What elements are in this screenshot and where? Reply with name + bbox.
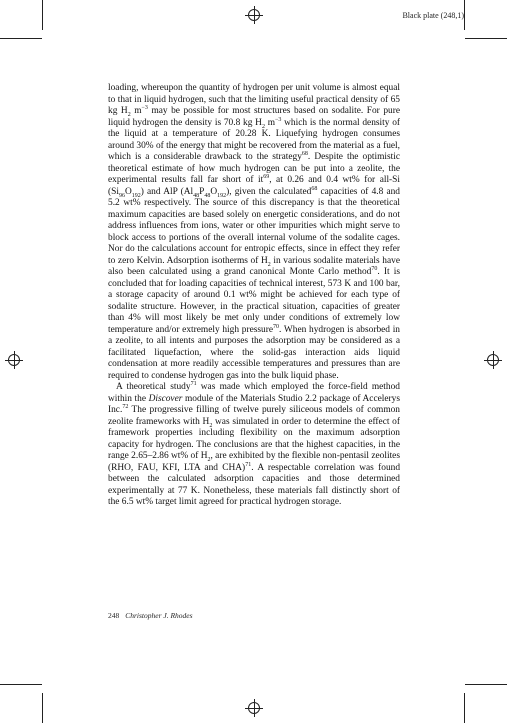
running-author: Christopher J. Rhodes — [125, 611, 193, 620]
registration-mark-right — [484, 351, 502, 369]
plate-label: Black plate (248,1) — [402, 11, 464, 20]
citation: 70 — [371, 265, 378, 272]
paragraph-1: loading, whereupon the quantity of hydrogen per unit volume is almost equal to that in liquid hydrogen, such that the limiting useful practical density of 65 kg $H_2$ $m^{-3}$ may be possible for most structures based on sodalite. For pure liquid hydrogen the density is 70.8 kg $H_2$ $m^{-3}$ which is the normal density of the liquid at a temperature of 20.28 K. Liquefying hydrogen consumes around 30% of the energy that might be recovered from the material as a fuel, which is a considerable drawback to the strategy$^{68}$. Despite the optimistic theoretical estimate of how much hydrogen can be put into a zeolite, the experimental results fall far short of $it^{69}$, at 0.26 and 0.4 wt% for all-Si $(Si_{96}O_{192})$ and AlP $(Al_{48}P_{48}O_{192})$, given the calculated$^{68}$ capacities of 4.8 and 5.2 wt% respectively. The source of this discrepancy is that the theoretical maximum capacities are based solely on energetic considerations, and do not address influences from ions, water or other impurities which might serve to block access to portions of the overall internal volume of the sodalite cages. Nor do the calculations account for entropic effects, since in effect they refer to zero Kelvin. Adsorption isotherms of $H_2$ in various sodalite materials have also been calculated using a grand canonical Monte Carlo method$^{70}$. It is concluded that for loading capacities of technical interest, 573 K and 100 bar, a storage capacity of around 0.1 wt% might be achieved for each type of sodalite structure. However, in the practical situation, capacities of greater than 4% will most likely be met only under conditions of extremely low temperature and/or extremely high pressure$^{70}$. When hydrogen is absorbed in a zeolite, to all intents and purposes the adsorption may be considered as a facilitated liquefaction, where the solid-gas interaction aids liquid condensation at more readily accessible temperatures and pressures than are required to condense hydrogen gas into the bulk liquid phase. — [108, 83, 401, 381]
citation: 71 — [245, 461, 252, 468]
registration-mark-bottom — [245, 699, 263, 717]
citation: 71 — [190, 380, 197, 387]
crop-mark-top-left — [0, 38, 42, 39]
crop-mark-bottom-right — [465, 684, 507, 685]
crop-mark-bottom-right-v — [464, 693, 465, 723]
citation: 68 — [301, 150, 308, 157]
crop-mark-bottom-left — [0, 684, 42, 685]
citation: 69 — [263, 173, 270, 180]
crop-mark-top-left-v — [42, 0, 43, 30]
registration-mark-left — [5, 351, 23, 369]
crop-mark-bottom-left-v — [42, 693, 43, 723]
body-text — [108, 83, 400, 509]
paragraph-2: A theoretical study$^{71}$ was made which employed the force-field method within the Discover module of the Materials Studio 2.2 package of Accelerys Inc.$^{72}$ The progressive filling of twelve purely siliceous models of common zeolite frameworks with $H_2$ was simulated in order to determine the effect of framework properties including flexibility on the maximum adsorption capacity for hydrogen. The conclusions are that the highest capacities, in the range 2.65–2.86 wt% of $H_2$, are exhibited by the flexible non-pentasil zeolites (RHO, FAU, KFI, LTA and CHA)$^{71}$. A respectable correlation was found between the calculated adsorption capacities and those determined experimentally at 77 K. Nonetheless, these materials fall distinctly short of the 6.5 wt% target limit agreed for practical hydrogen storage. — [108, 380, 401, 507]
registration-mark-top — [245, 6, 263, 24]
page-number: 248 — [108, 611, 120, 620]
crop-mark-top-right-v — [464, 0, 465, 30]
citation: 68 — [311, 185, 318, 192]
crop-mark-top-right — [465, 38, 507, 39]
citation: 70 — [273, 323, 280, 330]
citation: 72 — [122, 403, 129, 410]
page-footer — [108, 611, 193, 620]
